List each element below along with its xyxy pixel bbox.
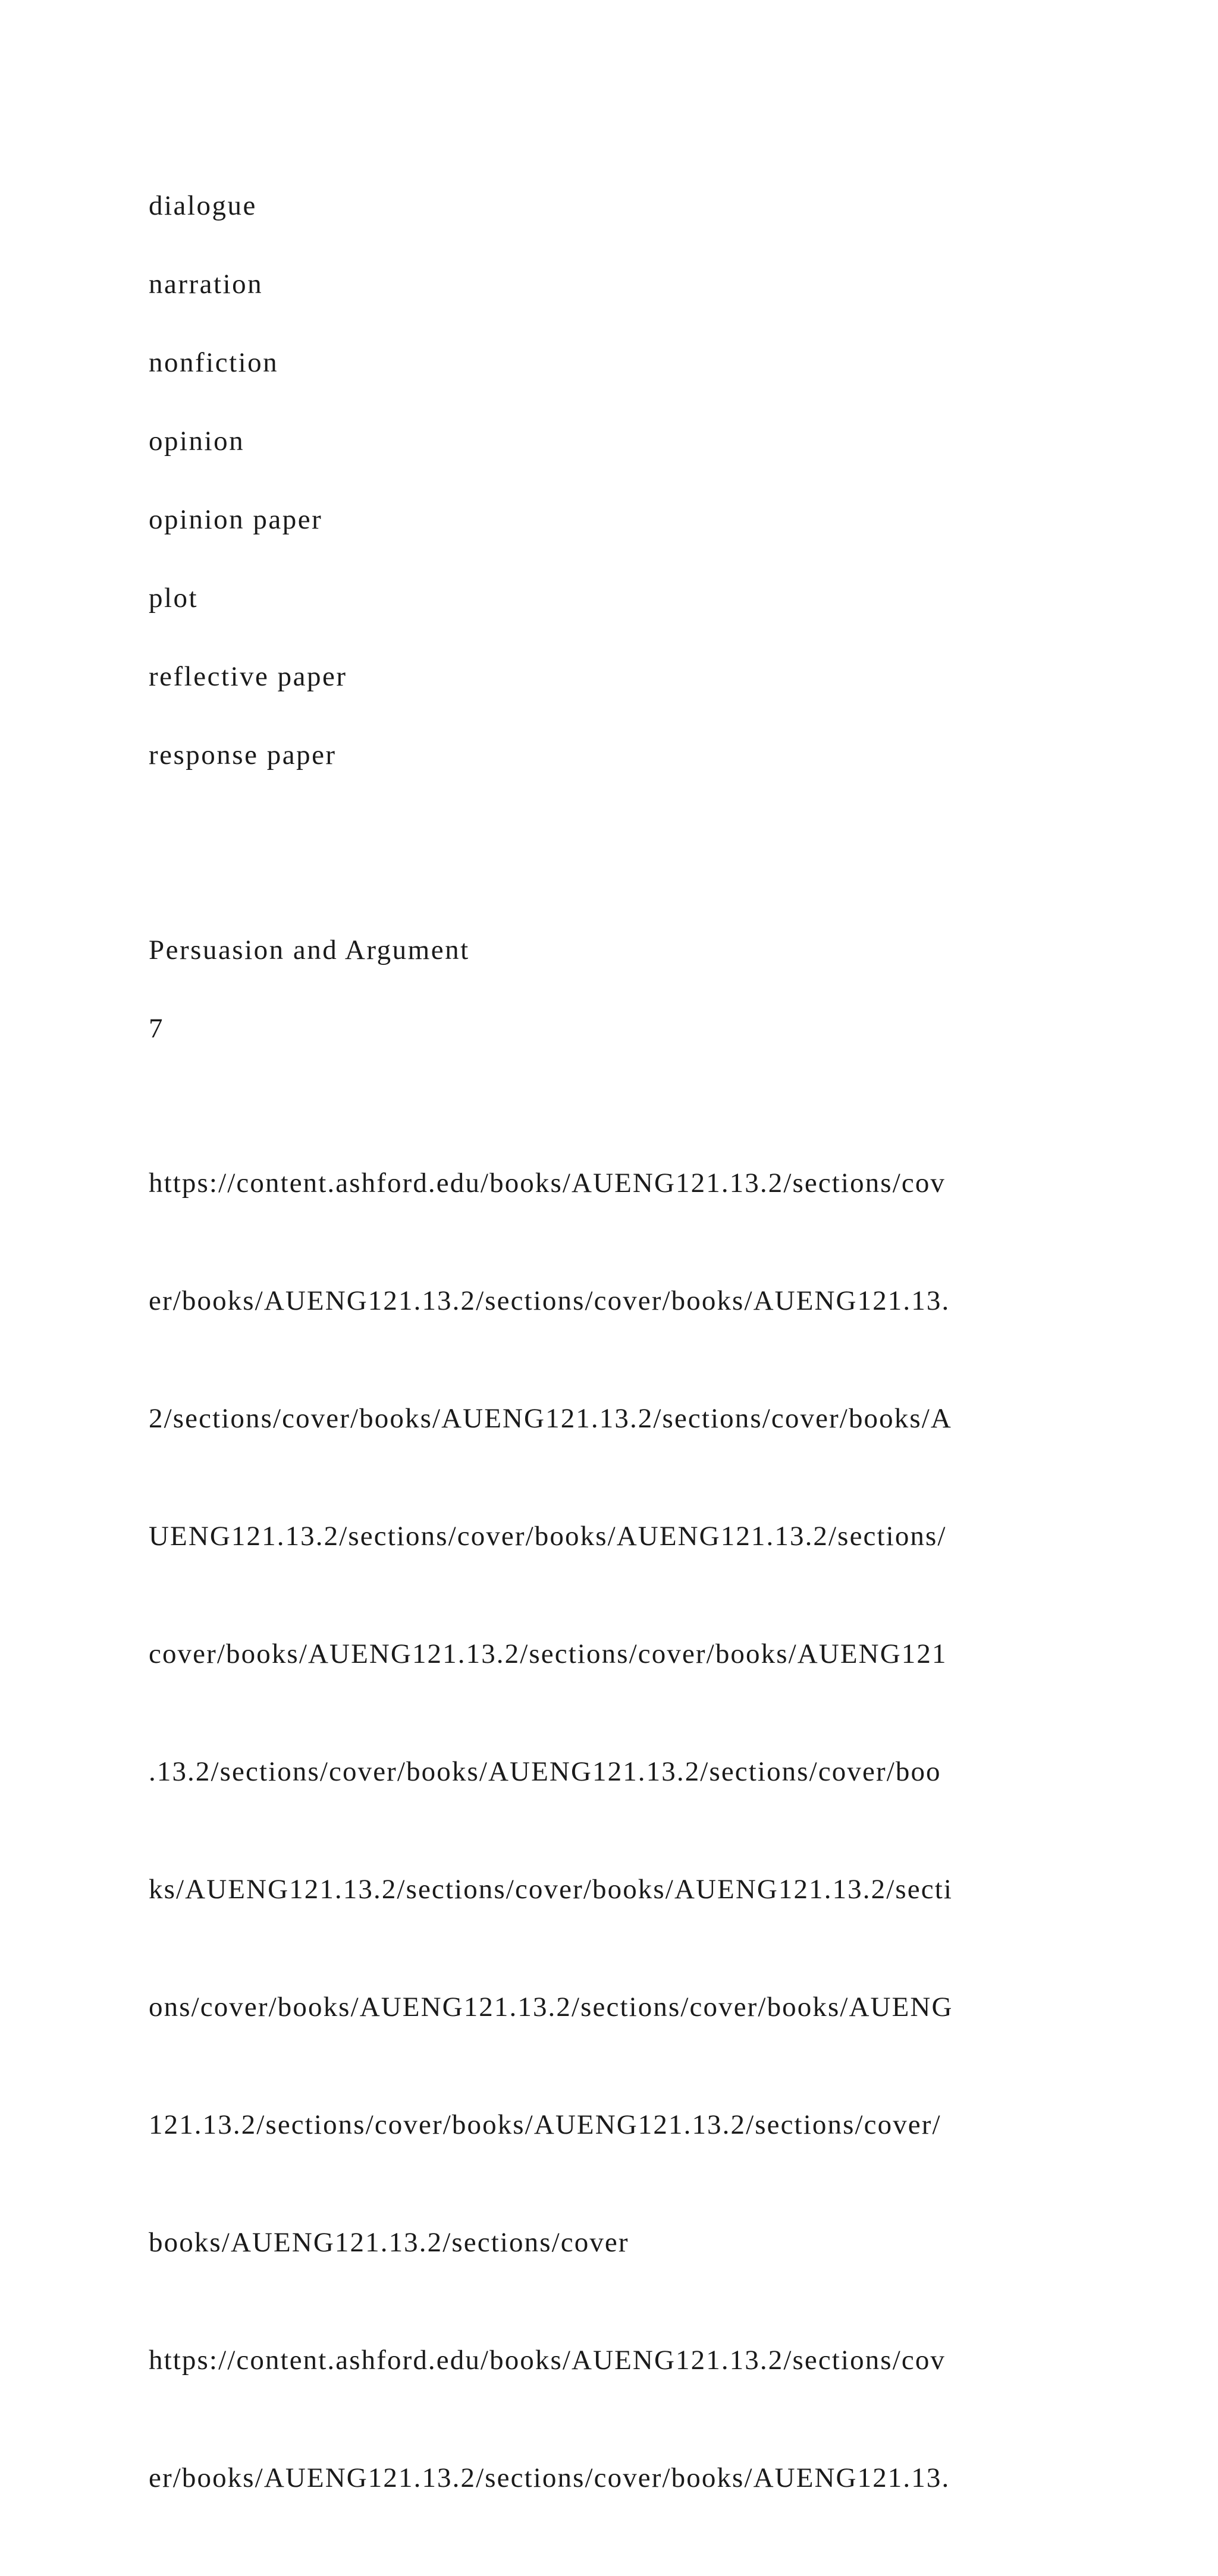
term-opinion-paper: opinion paper <box>149 504 323 535</box>
term-dialogue: dialogue <box>149 190 257 221</box>
url-line: 2/sections/cover/books/AUENG121.13.2/sections/cover/books/A <box>149 1403 952 1434</box>
term-nonfiction: nonfiction <box>149 347 279 378</box>
url-line: books/AUENG121.13.2/sections/cover <box>149 2227 629 2258</box>
url-line: 121.13.2/sections/cover/books/AUENG121.13.2/sections/cover/ <box>149 2109 941 2140</box>
url-line: https://content.ashford.edu/books/AUENG121.13.2/sections/cov <box>149 2345 946 2376</box>
url-line: ons/cover/books/AUENG121.13.2/sections/cover/books/AUENG <box>149 1992 953 2023</box>
url-line: cover/books/AUENG121.13.2/sections/cover/books/AUENG121 <box>149 1638 947 1669</box>
url-line: UENG121.13.2/sections/cover/books/AUENG121.13.2/sections/ <box>149 1521 947 1552</box>
term-narration: narration <box>149 269 263 300</box>
url-line: https://content.ashford.edu/books/AUENG121.13.2/sections/cov <box>149 1168 946 1199</box>
term-plot: plot <box>149 583 199 614</box>
term-response-paper: response paper <box>149 740 337 770</box>
term-opinion: opinion <box>149 426 245 457</box>
url-line: er/books/AUENG121.13.2/sections/cover/books/AUENG121.13. <box>149 2462 950 2493</box>
chapter-number: 7 <box>149 1013 164 1044</box>
url-line: ks/AUENG121.13.2/sections/cover/books/AUENG121.13.2/secti <box>149 1874 953 1905</box>
term-reflective-paper: reflective paper <box>149 661 347 692</box>
url-text-block <box>149 1085 953 2576</box>
url-line: er/books/AUENG121.13.2/sections/cover/books/AUENG121.13. <box>149 1285 950 1316</box>
url-line: .13.2/sections/cover/books/AUENG121.13.2/sections/cover/boo <box>149 1756 941 1787</box>
chapter-title: Persuasion and Argument <box>149 935 470 965</box>
